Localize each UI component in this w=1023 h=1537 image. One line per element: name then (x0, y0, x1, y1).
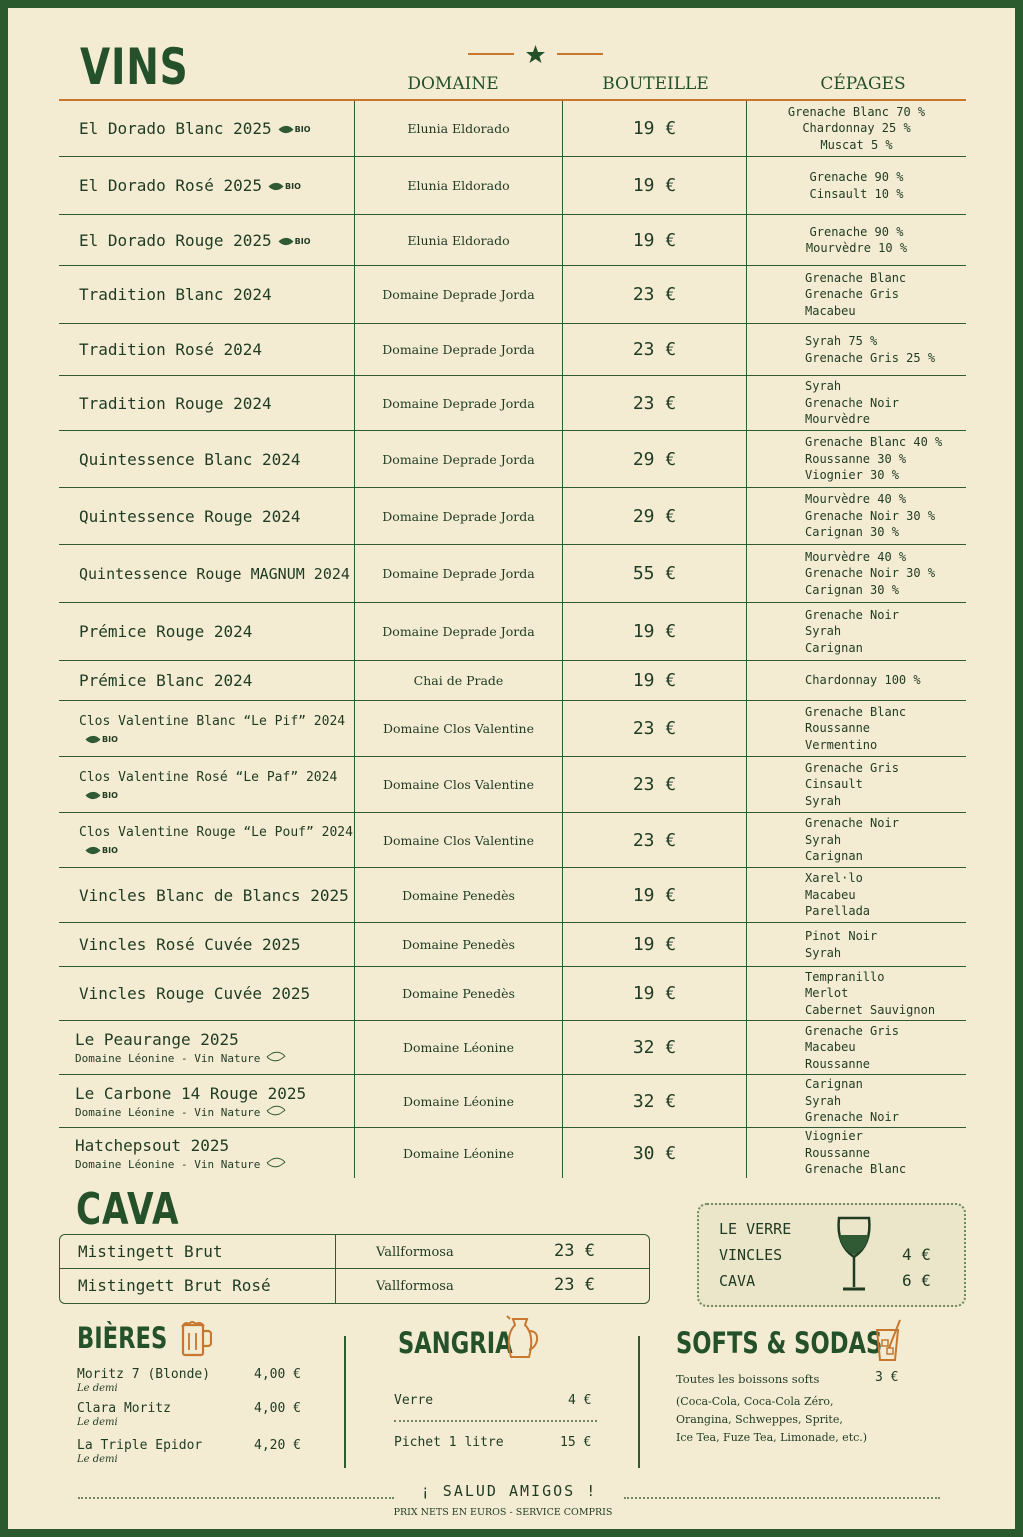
cepage-line: Cinsault 10 % (809, 186, 904, 201)
cepage-line: Grenache 90 % (809, 224, 904, 239)
leaf-icon (278, 122, 293, 136)
biere-name: Clara Moritz (77, 1401, 171, 1416)
bio-badge (87, 735, 118, 744)
cepage-line: Grenache Blanc (805, 1162, 907, 1177)
footer-slogan: ¡ SALUD AMIGOS ! (420, 1482, 598, 1500)
wine-domaine: Domaine Deprade Jorda (354, 324, 562, 375)
wine-name: Quintessence Rouge MAGNUM 2024 (79, 565, 350, 583)
wine-name-cell (59, 923, 354, 966)
wine-cepages (746, 813, 966, 867)
sangria-item-price: 4 € (568, 1393, 592, 1408)
wine-domaine: Domaine Deprade Jorda (354, 488, 562, 544)
cepage-line: Carignan (805, 640, 863, 655)
wine-name-cell (59, 1021, 354, 1074)
wine-price: 30 € (562, 1128, 746, 1178)
bio-label: BIO (294, 125, 311, 134)
wine-name: Clos Valentine Rouge “Le Pouf” 2024 (79, 825, 353, 840)
bio-badge (87, 791, 118, 800)
cava-name: Mistingett Brut (78, 1242, 223, 1261)
wine-domaine: Domaine Clos Valentine (354, 757, 562, 812)
bieres-title: BIÈRES (77, 1321, 168, 1355)
wine-domaine: Domaine Penedès (354, 967, 562, 1020)
cepage-line: Grenache Noir (805, 1110, 899, 1125)
table-row (59, 661, 966, 701)
leaf-outline-icon (267, 1101, 286, 1119)
wine-subname-text: Domaine Léonine - Vin Nature (75, 1157, 261, 1171)
cepage-line: Syrah (805, 624, 842, 639)
verre-box (697, 1203, 966, 1307)
cepage-line: Macabeu (805, 1040, 856, 1055)
biere-note: Le demi (77, 1417, 118, 1428)
cepage-line: Grenache Gris (805, 760, 899, 775)
cepage-line: Mourvèdre (805, 412, 871, 427)
cepage-line: Tempranillo (805, 969, 885, 984)
cepage-line: Parellada (805, 904, 871, 919)
biere-note: Le demi (77, 1383, 118, 1394)
cepage-line: Mourvèdre 10 % (805, 241, 908, 255)
wine-cepages (746, 157, 966, 214)
cava-price: 23 € (554, 1275, 595, 1295)
cepage-line: Roussanne (805, 721, 871, 736)
wine-price: 19 € (562, 157, 746, 214)
wine-name: Vincles Rouge Cuvée 2025 (79, 984, 311, 1003)
wine-price: 29 € (562, 431, 746, 487)
wine-price: 23 € (562, 813, 746, 867)
table-row (59, 431, 966, 488)
wine-cepages (746, 376, 966, 430)
star-ornament-icon (468, 44, 603, 64)
biere-price: 4,00 € (254, 1367, 301, 1382)
leaf-icon (269, 179, 284, 193)
wine-cepages (746, 701, 966, 756)
cepage-line: Mourvèdre 40 % (805, 492, 907, 507)
wine-subname (75, 1051, 284, 1065)
softs-list-line: Ice Tea, Fuze Tea, Limonade, etc.) (676, 1431, 868, 1444)
cepage-line: Grenache 90 % (809, 170, 904, 184)
wine-subname-text: Domaine Léonine - Vin Nature (75, 1052, 261, 1065)
cava-price: 23 € (554, 1241, 595, 1261)
wine-subname (75, 1105, 306, 1119)
cepage-line: Muscat 5 % (820, 137, 893, 152)
wine-name-cell (59, 157, 354, 214)
footer-dotted-line (78, 1497, 394, 1499)
wine-domaine: Elunia Eldorado (354, 157, 562, 214)
sangria-item-name: Verre (394, 1393, 434, 1408)
cepage-line: Grenache Noir 30 % (805, 566, 936, 581)
menu-page (8, 8, 1015, 1529)
wine-domaine: Domaine Deprade Jorda (354, 431, 562, 487)
softs-title: SOFTS & SODAS (676, 1326, 883, 1360)
table-row (59, 603, 966, 661)
wine-domaine: Domaine Penedès (354, 923, 562, 966)
wine-name-cell (59, 757, 354, 812)
cava-domaine: Vallformosa (335, 1269, 649, 1303)
wine-cepages (746, 324, 966, 375)
wine-price: 23 € (562, 324, 746, 375)
cepage-line: Merlot (805, 986, 849, 1001)
cepage-line: Carignan (805, 849, 863, 864)
bio-badge (280, 237, 311, 246)
wine-cepages (746, 967, 966, 1020)
wine-domaine: Elunia Eldorado (354, 215, 562, 265)
wine-name-cell (59, 813, 354, 867)
wine-name: Prémice Blanc 2024 (79, 671, 253, 690)
cepage-line: Roussanne (805, 1056, 871, 1071)
wine-cepages (746, 1075, 966, 1127)
table-row (59, 545, 966, 603)
wine-cepages (746, 661, 966, 700)
cepage-line: Macabeu (805, 887, 856, 902)
wine-name-cell (59, 1128, 354, 1178)
wine-name: Vincles Rosé Cuvée 2025 (79, 935, 301, 954)
wine-cepages (746, 101, 966, 156)
cepage-line: Grenache Gris (805, 1023, 899, 1038)
leaf-outline-icon (267, 1153, 286, 1171)
wine-glass-icon (834, 1215, 874, 1295)
table-row (59, 701, 966, 757)
cepage-line: Grenache Noir 30 % (805, 508, 936, 523)
wine-price: 19 € (562, 923, 746, 966)
table-row (60, 1269, 649, 1303)
wine-name: El Dorado Rouge 2025 (79, 230, 272, 250)
biere-note: Le demi (77, 1454, 118, 1465)
softs-list-line: (Coca-Cola, Coca-Cola Zéro, (676, 1395, 834, 1408)
wine-name-cell (59, 661, 354, 700)
wine-price: 23 € (562, 757, 746, 812)
dotted-divider (394, 1420, 597, 1422)
wine-domaine: Domaine Léonine (354, 1021, 562, 1074)
wine-domaine: Elunia Eldorado (354, 101, 562, 156)
cepage-line: Syrah (805, 832, 842, 847)
wine-name: Quintessence Blanc 2024 (79, 449, 301, 469)
sangria-item-name: Pichet 1 litre (394, 1435, 504, 1450)
table-row (59, 1075, 966, 1128)
wine-cepages (746, 868, 966, 922)
header-domaine: DOMAINE (407, 74, 499, 94)
bio-label: BIO (102, 790, 118, 800)
wine-price: 19 € (562, 101, 746, 156)
wine-name: El Dorado Rosé 2025 (79, 176, 263, 195)
cepage-line: Syrah 75 % (805, 334, 878, 348)
wine-name-cell (59, 431, 354, 487)
wine-price: 19 € (562, 967, 746, 1020)
wine-domaine: Domaine Penedès (354, 868, 562, 922)
table-row (59, 157, 966, 215)
wine-domaine: Domaine Clos Valentine (354, 701, 562, 756)
cepage-line: Macabeu (805, 303, 856, 318)
verre-item-price: 6 € (902, 1271, 931, 1290)
wine-cepages (746, 923, 966, 966)
bio-badge (87, 846, 118, 855)
soda-glass-icon (874, 1318, 904, 1362)
wine-name-cell (59, 215, 354, 265)
wine-price: 23 € (562, 376, 746, 430)
wine-domaine: Domaine Clos Valentine (354, 813, 562, 867)
cepage-line: Vermentino (805, 737, 878, 752)
table-row (59, 215, 966, 266)
wine-name: Le Carbone 14 Rouge 2025 (75, 1083, 307, 1103)
table-row (59, 967, 966, 1021)
cepage-line: Grenache Blanc 70 % (787, 104, 926, 119)
footer-note: PRIX NETS EN EUROS - SERVICE COMPRIS (393, 1507, 613, 1518)
wine-name: Clos Valentine Rosé “Le Paf” 2024 (79, 769, 338, 785)
wine-price: 55 € (562, 545, 746, 602)
cepage-line: Grenache Noir (805, 607, 899, 622)
leaf-icon (278, 234, 293, 248)
leaf-icon (86, 843, 101, 857)
verre-item-name: CAVA (719, 1272, 756, 1290)
verre-item-price: 4 € (902, 1245, 931, 1264)
wine-subname (75, 1157, 284, 1171)
table-row (59, 813, 966, 868)
wine-price: 19 € (562, 868, 746, 922)
biere-name: Moritz 7 (Blonde) (77, 1367, 211, 1382)
cepage-line: Syrah (805, 379, 842, 394)
wine-price: 29 € (562, 488, 746, 544)
wine-price: 19 € (562, 661, 746, 700)
cepage-line: Grenache Noir (805, 395, 899, 410)
wine-name-cell (59, 488, 354, 544)
table-row (59, 324, 966, 376)
softs-list-line: Orangina, Schweppes, Sprite, (676, 1413, 843, 1426)
softs-line: Toutes les boissons softs (676, 1372, 820, 1386)
vins-title: VINS (80, 38, 189, 96)
wine-cepages (746, 215, 966, 265)
wine-name-cell (59, 101, 354, 156)
cepage-line: Roussanne 30 % (805, 451, 907, 466)
cepage-line: Grenache Gris 25 % (805, 350, 936, 365)
wine-cepages (746, 1128, 966, 1178)
table-row (59, 1128, 966, 1178)
cepage-line: Carignan 30 % (805, 582, 899, 597)
wine-cepages (746, 603, 966, 660)
biere-price: 4,00 € (254, 1401, 301, 1416)
table-row (59, 1021, 966, 1075)
cava-name: Mistingett Brut Rosé (78, 1276, 271, 1295)
cepage-line: Viognier (805, 1129, 863, 1144)
table-row (59, 101, 966, 157)
table-row (59, 376, 966, 431)
leaf-icon (86, 788, 101, 802)
wine-name: Prémice Rouge 2024 (79, 622, 253, 641)
cepage-line: Chardonnay 25 % (802, 121, 911, 136)
verre-item-name: VINCLES (719, 1246, 783, 1264)
cepage-line: Cinsault (805, 777, 863, 792)
cava-table (59, 1234, 650, 1304)
bio-label: BIO (285, 182, 301, 191)
cepage-line: Syrah (805, 1093, 842, 1108)
softs-price: 3 € (875, 1370, 899, 1385)
wine-name-cell (59, 603, 354, 660)
wine-name-cell (59, 376, 354, 430)
wine-name: Le Peaurange 2025 (75, 1030, 239, 1049)
table-row (59, 757, 966, 813)
wine-price: 32 € (562, 1021, 746, 1074)
wine-name-cell (59, 701, 354, 756)
wine-price: 32 € (562, 1075, 746, 1127)
cepage-line: Grenache Gris (805, 287, 899, 302)
wine-domaine: Domaine Deprade Jorda (354, 376, 562, 430)
softs-list (676, 1393, 867, 1447)
header-cepages: CÉPAGES (820, 74, 906, 94)
table-row (59, 488, 966, 545)
wine-name: Tradition Rosé 2024 (79, 340, 263, 359)
wine-name: Clos Valentine Blanc “Le Pif” 2024 (79, 713, 346, 729)
wine-domaine: Domaine Deprade Jorda (354, 266, 562, 323)
wine-domaine: Domaine Léonine (354, 1075, 562, 1127)
wine-name: Hatchepsout 2025 (75, 1135, 230, 1155)
wine-cepages (746, 1021, 966, 1074)
bio-label: BIO (102, 846, 118, 855)
cepage-line: Chardonnay 100 % (805, 673, 921, 688)
wine-name-cell (59, 967, 354, 1020)
wine-cepages (746, 431, 966, 487)
cepage-line: Grenache Blanc (805, 704, 907, 719)
wine-name-cell (59, 1075, 354, 1127)
wine-domaine: Domaine Deprade Jorda (354, 603, 562, 660)
header-bouteille: BOUTEILLE (602, 74, 709, 94)
cepage-line: Carignan 30 % (805, 525, 899, 540)
table-row (60, 1235, 649, 1269)
cepage-line: Syrah (805, 945, 842, 960)
cepage-line: Grenache Noir (805, 816, 899, 831)
bio-label: BIO (102, 734, 118, 744)
wine-cepages (746, 545, 966, 602)
wine-name-cell (59, 324, 354, 375)
wine-name: El Dorado Blanc 2025 (79, 119, 272, 138)
leaf-outline-icon (267, 1047, 286, 1065)
cepage-line: Cabernet Sauvignon (805, 1002, 936, 1017)
biere-price: 4,20 € (254, 1438, 301, 1453)
wine-price: 19 € (562, 215, 746, 265)
cepage-line: Mourvèdre 40 % (805, 549, 907, 564)
cepage-line: Grenache Blanc 40 % (805, 435, 943, 450)
sangria-title: SANGRIA (398, 1326, 513, 1360)
cepage-line: Viognier 30 % (805, 468, 899, 483)
cepage-line: Grenache Blanc (805, 270, 907, 285)
cepage-line: Carignan (805, 1077, 863, 1092)
wine-price: 19 € (562, 603, 746, 660)
bio-badge (270, 182, 301, 191)
footer-dotted-line (624, 1497, 940, 1499)
pitcher-icon (505, 1313, 541, 1361)
verre-title: LE VERRE (719, 1220, 792, 1238)
cava-domaine: Vallformosa (335, 1235, 649, 1269)
wine-domaine: Chai de Prade (354, 661, 562, 700)
beer-mug-icon (180, 1319, 212, 1357)
cepage-line: Roussanne (805, 1145, 871, 1160)
table-row (59, 923, 966, 967)
cava-title: CAVA (76, 1184, 180, 1235)
table-row (59, 868, 966, 923)
column-divider (344, 1336, 346, 1468)
wine-domaine: Domaine Léonine (354, 1128, 562, 1178)
wine-name: Tradition Rouge 2024 (79, 393, 272, 413)
wine-name: Tradition Blanc 2024 (79, 285, 272, 304)
sangria-item-price: 15 € (560, 1435, 592, 1450)
wine-name-cell (59, 868, 354, 922)
leaf-icon (86, 732, 101, 746)
biere-name: La Triple Epidor (77, 1438, 203, 1453)
wine-cepages (746, 757, 966, 812)
wine-price: 23 € (562, 701, 746, 756)
cepage-line: Xarel·lo (805, 871, 863, 886)
bio-label: BIO (294, 236, 311, 246)
wine-price: 23 € (562, 266, 746, 323)
wine-domaine: Domaine Deprade Jorda (354, 545, 562, 602)
wine-name-cell (59, 266, 354, 323)
table-row (59, 266, 966, 324)
bio-badge (280, 125, 311, 134)
wine-name-cell (59, 545, 354, 602)
wine-name: Quintessence Rouge 2024 (79, 506, 301, 526)
wine-name: Vincles Blanc de Blancs 2025 (79, 885, 349, 905)
cepage-line: Pinot Noir (805, 929, 878, 943)
column-divider (638, 1336, 640, 1468)
wine-subname-text: Domaine Léonine - Vin Nature (75, 1105, 261, 1119)
wine-cepages (746, 488, 966, 544)
cepage-line: Syrah (805, 793, 842, 808)
wine-cepages (746, 266, 966, 323)
